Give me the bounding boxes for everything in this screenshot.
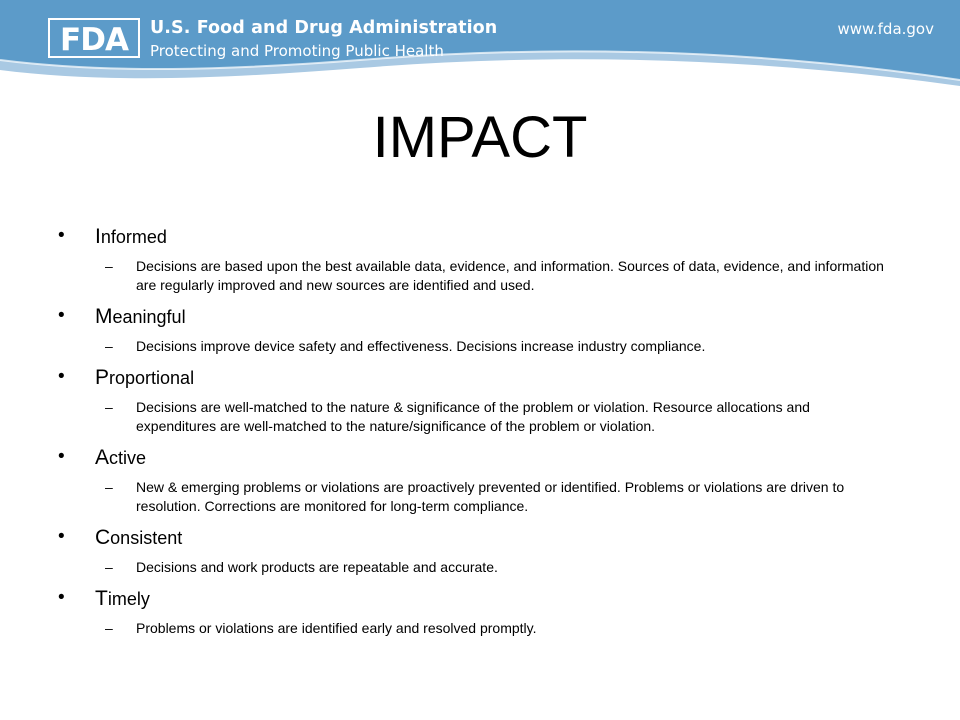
item-detail xyxy=(105,257,884,295)
agency-name: U.S. Food and Drug Administration xyxy=(150,18,498,38)
list-item xyxy=(58,365,898,436)
item-detail xyxy=(105,558,884,577)
dash-marker: – xyxy=(105,559,113,575)
item-detail-text: Decisions are based upon the best available data, evidence, and information. Sources of data, evidence, and information are regularly improved and new sources are identified and used. xyxy=(136,258,884,293)
item-detail xyxy=(105,619,884,638)
fda-logo-icon xyxy=(48,18,140,58)
list-item xyxy=(58,445,898,516)
bullet-marker: • xyxy=(58,225,65,246)
principles-list xyxy=(58,224,898,638)
item-detail-text: Problems or violations are identified early and resolved promptly. xyxy=(136,620,537,636)
bullet-marker: • xyxy=(58,446,65,467)
item-detail-text: Decisions improve device safety and effectiveness. Decisions increase industry compliance. xyxy=(136,338,706,354)
bullet-marker: • xyxy=(58,366,65,387)
logo-text: FDA xyxy=(60,22,128,58)
item-label: Timely xyxy=(95,587,150,610)
bullet-marker: • xyxy=(58,526,65,547)
item-detail-text: Decisions are well-matched to the nature & significance of the problem or violation. Resource allocations and expenditures are well-matched to the nature/significance of the problem or violation. xyxy=(136,399,810,434)
list-item xyxy=(58,304,898,356)
dash-marker: – xyxy=(105,479,113,495)
dash-marker: – xyxy=(105,258,113,274)
item-detail-text: Decisions and work products are repeatable and accurate. xyxy=(136,559,498,575)
website-url: www.fda.gov xyxy=(837,20,934,38)
list-item xyxy=(58,525,898,577)
item-detail xyxy=(105,337,884,356)
item-detail xyxy=(105,398,884,436)
header-banner xyxy=(0,0,960,112)
slide-title: IMPACT xyxy=(372,105,588,170)
dash-marker: – xyxy=(105,399,113,415)
agency-tagline: Protecting and Promoting Public Health xyxy=(150,42,444,60)
dash-marker: – xyxy=(105,338,113,354)
bullet-marker: • xyxy=(58,305,65,326)
item-label: Consistent xyxy=(95,526,183,549)
list-item xyxy=(58,224,898,295)
dash-marker: – xyxy=(105,620,113,636)
banner-swoosh xyxy=(0,0,960,112)
item-label: Proportional xyxy=(95,366,195,389)
item-detail-text: New & emerging problems or violations are proactively prevented or identified. Problems or violations are driven to resolution. Corrections are monitored for long-term compliance. xyxy=(136,479,845,514)
item-label: Informed xyxy=(95,225,167,248)
item-label: Meaningful xyxy=(95,305,186,328)
bullet-marker: • xyxy=(58,587,65,608)
item-label: Active xyxy=(95,446,147,469)
item-detail xyxy=(105,478,884,516)
list-item xyxy=(58,586,898,638)
